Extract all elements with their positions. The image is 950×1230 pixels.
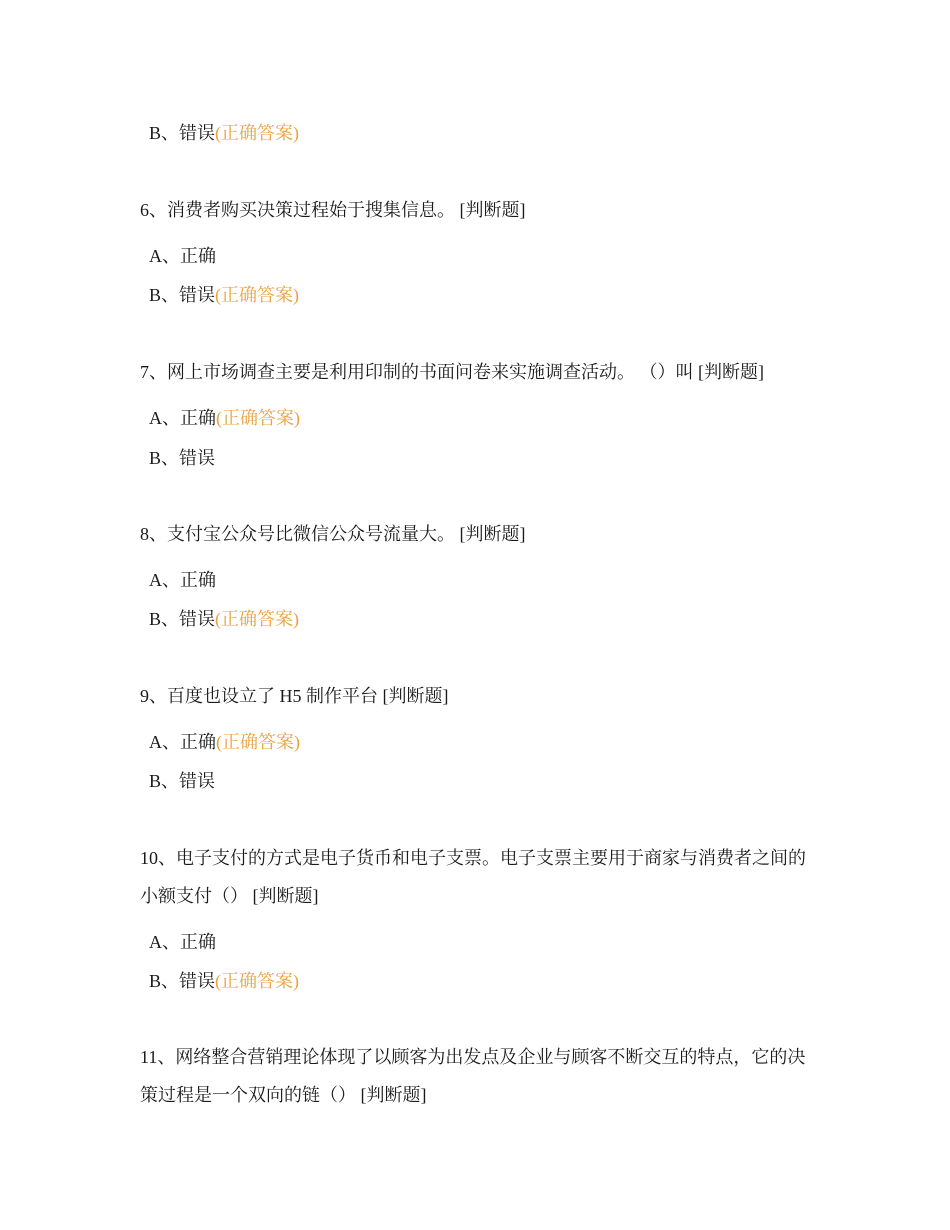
correct-answer-marker: (正确答案) (215, 123, 300, 143)
q10-option-a (149, 929, 216, 955)
correct-answer-marker: (正确答案) (216, 408, 300, 428)
correct-answer-marker: (正确答案) (215, 609, 300, 629)
option-label: B、错误 (149, 123, 216, 143)
q9-option-b (149, 768, 215, 794)
option-label: B、错误 (149, 285, 216, 305)
option-label: A、正确 (149, 570, 216, 590)
correct-answer-marker: (正确答案) (215, 971, 300, 991)
q9-option-a (149, 729, 300, 755)
question-6: 6、消费者购买决策过程始于搜集信息。 [判断题] (140, 200, 526, 220)
q6-option-b (149, 282, 299, 308)
correct-answer-marker: (正确答案) (216, 732, 300, 752)
question-10: 10、电子支付的方式是电子货币和电子支票。电子支票主要用于商家与消费者之间的小额支付（） [判断题] (140, 848, 806, 906)
q7-option-b (149, 445, 215, 471)
option-label: A、正确 (149, 732, 216, 752)
option-label: B、错误 (149, 971, 216, 991)
question-8: 8、支付宝公众号比微信公众号流量大。 [判断题] (140, 524, 526, 544)
q8-option-a (149, 567, 216, 593)
q5-option-b (149, 120, 299, 146)
q7-option-a (149, 405, 300, 431)
question-11: 11、网络整合营销理论体现了以顾客为出发点及企业与顾客不断交互的特点，它的决策过程是一个双向的链（） [判断题] (140, 1047, 806, 1105)
option-label: A、正确 (149, 932, 216, 952)
option-label: B、错误 (149, 609, 216, 629)
option-label: B、错误 (149, 771, 216, 791)
option-label: B、错误 (149, 448, 216, 468)
option-label: A、正确 (149, 408, 216, 428)
correct-answer-marker: (正确答案) (215, 285, 300, 305)
q10-option-b (149, 968, 299, 994)
q6-option-a (149, 243, 216, 269)
question-9: 9、百度也设立了 H5 制作平台 [判断题] (140, 686, 449, 706)
option-label: A、正确 (149, 246, 216, 266)
q8-option-b (149, 606, 299, 632)
question-7: 7、网上市场调查主要是利用印制的书面问卷来实施调查活动。 （）叫 [判断题] (140, 362, 764, 382)
